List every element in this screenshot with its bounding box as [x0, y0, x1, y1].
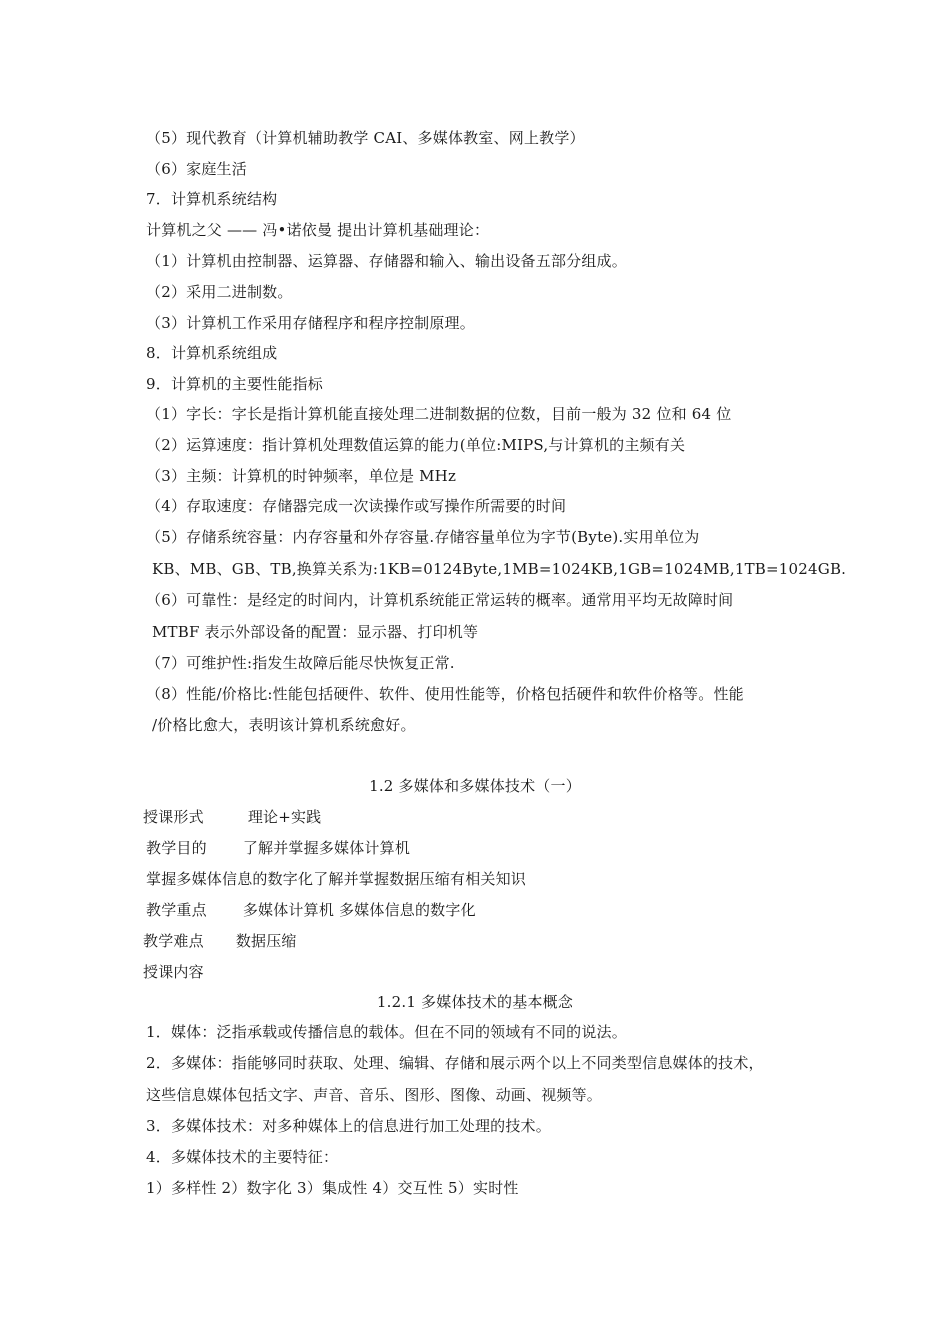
list-item: （2）运算速度：指计算机处理数值运算的能力(单位:MIPS,与计算机的主频有关 — [146, 436, 686, 454]
list-item-continuation: 这些信息媒体包括文字、声音、音乐、图形、图像、动画、视频等。 — [146, 1086, 603, 1104]
list-item: （1）字长：字长是指计算机能直接处理二进制数据的位数，目前一般为 32 位和 64 位 — [146, 405, 732, 423]
list-item: 1）多样性 2）数字化 3）集成性 4）交互性 5）实时性 — [146, 1179, 519, 1197]
list-item: （2）采用二进制数。 — [146, 283, 293, 301]
list-item: （3）计算机工作采用存储程序和程序控制原理。 — [146, 314, 475, 332]
lesson-hard-row — [143, 931, 297, 951]
field-value: 数据压缩 — [235, 932, 297, 950]
list-item: （5）现代教育（计算机辅助教学 CAI、多媒体教室、网上教学） — [146, 129, 585, 147]
list-item: 3．多媒体技术：对多种媒体上的信息进行加工处理的技术。 — [146, 1117, 551, 1135]
list-item: 4．多媒体技术的主要特征： — [146, 1148, 339, 1166]
lesson-form-row — [143, 807, 321, 827]
field-value: 多媒体计算机 多媒体信息的数字化 — [242, 901, 476, 919]
list-item-continuation: MTBF 表示外部设备的配置：显示器、打印机等 — [152, 623, 479, 641]
list-item: 1．媒体：泛指承载或传播信息的载体。但在不同的领域有不同的说法。 — [146, 1023, 627, 1041]
field-label: 教学目的 — [146, 839, 207, 857]
list-item: 2．多媒体：指能够同时获取、处理、编辑、存储和展示两个以上不同类型信息媒体的技术， — [146, 1054, 764, 1072]
list-item: （8）性能/价格比:性能包括硬件、软件、使用性能等，价格包括硬件和软件价格等。性能 — [146, 685, 744, 703]
list-item: （3）主频：计算机的时钟频率，单位是 MHz — [146, 467, 457, 485]
paragraph: 计算机之父 —— 冯•诺依曼 提出计算机基础理论： — [146, 221, 490, 239]
lesson-goal-more: 掌握多媒体信息的数字化了解并掌握数据压缩有相关知识 — [146, 870, 527, 888]
field-label: 授课形式 — [143, 808, 204, 826]
lesson-title: 1.2 多媒体和多媒体技术（一） — [369, 777, 581, 795]
list-item: （6）可靠性：是经定的时间内，计算机系统能正常运转的概率。通常用平均无故障时间 — [146, 591, 734, 609]
list-item-continuation: KB、MB、GB、TB,换算关系为:1KB=0124Byte,1MB=1024KB,1GB=1024MB,1TB=1024GB. — [152, 560, 847, 578]
field-label: 教学重点 — [146, 901, 207, 919]
section-heading: 8．计算机系统组成 — [146, 344, 278, 362]
field-value: 了解并掌握多媒体计算机 — [242, 839, 411, 857]
lesson-goal-row — [146, 838, 410, 858]
list-item: （1）计算机由控制器、运算器、存储器和输入、输出设备五部分组成。 — [146, 252, 627, 270]
list-item: （6）家庭生活 — [146, 160, 247, 178]
section-heading: 7．计算机系统结构 — [146, 190, 278, 208]
list-item: （5）存储系统容量：内存容量和外存容量.存储容量单位为字节(Byte).实用单位为 — [146, 528, 700, 546]
list-item: （4）存取速度：存储器完成一次读操作或写操作所需要的时间 — [146, 497, 567, 515]
lesson-content-label: 授课内容 — [143, 963, 204, 981]
list-item: （7）可维护性:指发生故障后能尽快恢复正常. — [146, 654, 455, 672]
section-heading: 9．计算机的主要性能指标 — [146, 375, 323, 393]
field-value: 理论+实践 — [247, 808, 322, 826]
list-item-continuation: /价格比愈大，表明该计算机系统愈好。 — [152, 716, 416, 734]
field-label: 教学难点 — [143, 932, 204, 950]
subsection-title: 1.2.1 多媒体技术的基本概念 — [376, 993, 574, 1011]
lesson-key-row — [146, 900, 476, 920]
